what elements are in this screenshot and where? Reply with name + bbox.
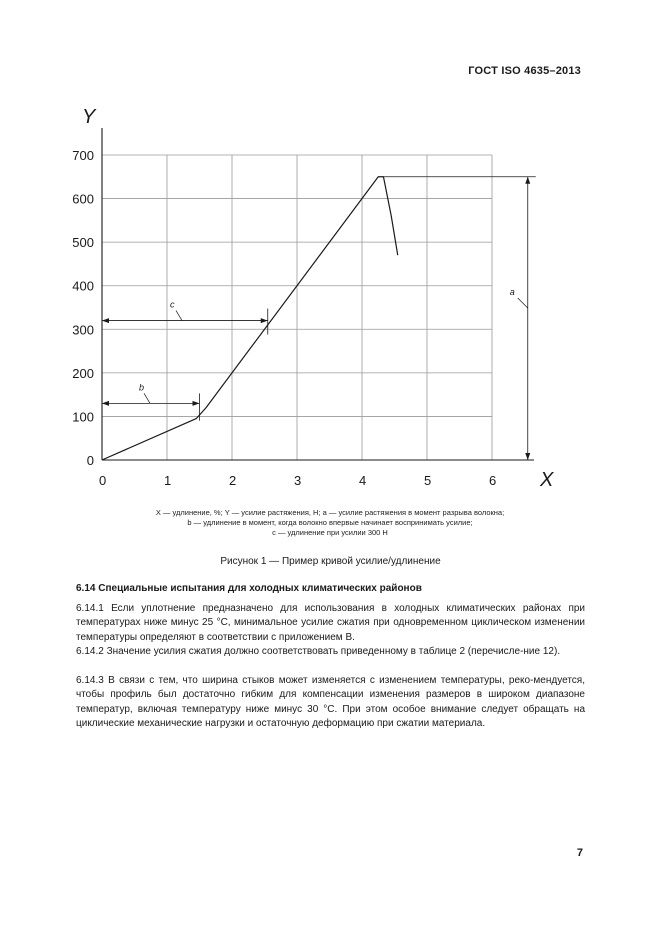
x-tick-label: 6: [489, 473, 497, 488]
paragraph-text: 6.14.1 Если уплотнение предназначено для использования в холодных климатических районах при температурах ниже минус 25 °С, минимальное усилие сжатия при одновременном циклическом изменении температуры определяют в соответствии с приложением В.: [76, 603, 585, 643]
annotation-c-arrow-right: [261, 318, 268, 323]
chart-tick-labels: [72, 148, 496, 488]
paragraph-6-14-3: [76, 674, 585, 731]
y-tick-label: 500: [72, 235, 94, 251]
series-line: [102, 177, 398, 460]
x-tick-label: 2: [229, 473, 237, 488]
x-axis-letter: X: [540, 469, 554, 491]
x-tick-label: 3: [294, 473, 302, 488]
paragraph-6-14-1: [76, 602, 585, 645]
annotation-b-arrow-right: [193, 401, 200, 406]
x-tick-label: 5: [424, 473, 432, 488]
chart-series: [102, 177, 398, 460]
legend-line-1: X — удлинение, %; Y — усилие растяжения, Н; a — усилие растяжения в момент разрыва волокна;: [155, 508, 505, 517]
y-tick-label: 200: [72, 365, 94, 381]
legend-line-3: c — удлинение при усилии 300 Н: [272, 528, 388, 537]
annotation-a-leader: [518, 298, 528, 308]
annotation-b-arrow-left: [102, 401, 109, 406]
figure-caption: Рисунок 1 — Пример кривой усилие/удлинение: [220, 556, 441, 567]
paragraph-text: 6.14.2 Значение усилия сжатия должно соответствовать приведенному в таблице 2 (перечисле-ние 12).: [76, 646, 561, 657]
standard-header: ГОСТ ISO 4635–2013: [468, 65, 581, 77]
y-tick-label: 300: [72, 322, 94, 338]
x-tick-label: 1: [164, 473, 172, 488]
legend-line-2: b — удлинение в момент, когда волокно впервые начинает воспринимать усилие;: [187, 518, 473, 527]
y-tick-label: 0: [86, 453, 94, 468]
paragraph-6-14-2: [76, 645, 585, 659]
figure-legend: [90, 508, 570, 538]
y-tick-label: 100: [72, 409, 94, 425]
x-tick-label: 0: [99, 473, 107, 488]
annotation-a-arrow-bottom: [525, 453, 530, 460]
annotation-c-arrow-left: [102, 318, 109, 323]
annotation-c-leader: [176, 311, 182, 321]
annotation-a-arrow-top: [525, 177, 530, 184]
section-heading: 6.14 Специальные испытания для холодных климатических районов: [76, 583, 422, 594]
page-number: 7: [576, 847, 583, 859]
annotation-b-leader: [144, 393, 150, 403]
y-tick-label: 600: [72, 191, 94, 207]
y-axis-letter: Y: [82, 106, 96, 128]
chart-grid: [102, 155, 492, 460]
paragraph-text: 6.14.3 В связи с тем, что ширина стыков может изменяется с изменением температуры, реко-мендуется, чтобы профиль был достаточно гибким для компенсации изменения размеров в широком диапазоне температур, включая температуру ниже минус 30 °С. При этом особое внимание следует обращать на циклические механические нагрузки и остаточную деформацию при сжатии материала.: [76, 675, 585, 729]
annotation-c-label: c: [170, 299, 175, 310]
annotation-a-label: a: [509, 287, 515, 297]
annotation-b-label: b: [139, 382, 145, 393]
x-tick-label: 4: [359, 473, 367, 488]
y-tick-label: 700: [72, 148, 94, 163]
y-tick-label: 400: [72, 278, 94, 294]
